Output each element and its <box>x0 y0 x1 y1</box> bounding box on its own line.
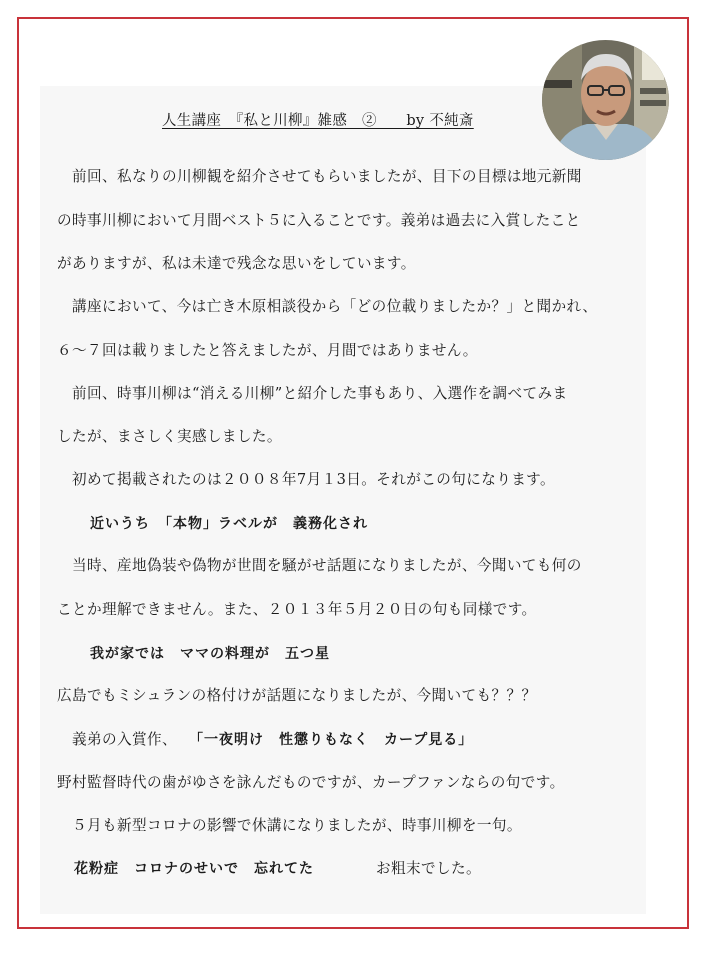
text-line: ６～７回は載りましたと答えましたが、月間ではありません。 <box>57 342 478 359</box>
text-line: ５月も新型コロナの影響で休講になりましたが、時事川柳を一句。 <box>57 817 522 834</box>
text-line: 野村監督時代の歯がゆさを詠んだものですが、カープファンならの句です。 <box>57 774 565 791</box>
text-line: したが、まさしく実感しました。 <box>57 428 282 445</box>
text-line: 前回、時事川柳は“消える川柳”と紹介した事もあり、入選作を調べてみま <box>57 385 568 402</box>
closing-remark: お粗末でした。 <box>376 860 481 877</box>
text-line: 講座において、今は亡き木原相談役から「どの位載りましたか？」と聞かれ、 <box>57 298 598 315</box>
senryu-poem-4: 花粉症 コロナのせいで 忘れてた <box>74 861 314 877</box>
text-line: の時事川柳において月間ベスト５に入ることです。義弟は過去に入賞したこと <box>57 212 581 229</box>
text-line: 初めて掲載されたのは２００８年7月１3日。それがこの句になります。 <box>57 471 556 488</box>
senryu-poem-1: 近いうち 「本物」ラベルが 義務化され <box>90 516 368 532</box>
senryu-poem-2: 我が家では ママの料理が 五つ星 <box>90 646 330 662</box>
text-line: ことか理解できません。また、２０１３年５月２０日の句も同様です。 <box>57 601 537 618</box>
text-line: 前回、私なりの川柳観を紹介させてもらいましたが、目下の目標は地元新聞 <box>57 168 582 185</box>
text-line: がありますが、私は未達で残念な思いをしています。 <box>57 255 416 272</box>
document-title: 人生講座 『私と川柳』雑感 ② by 不純斎 <box>162 113 474 129</box>
author-portrait-photo <box>542 40 669 160</box>
senryu-poem-3: 「一夜明け 性懲りもなく カープ見る」 <box>189 732 474 748</box>
text-line: 広島でもミシュランの格付けが話題になりましたが、今聞いても？？？ <box>57 687 537 704</box>
text-line: 義弟の入賞作、 <box>57 731 177 748</box>
text-line: 当時、産地偽装や偽物が世間を騒がせ話題になりましたが、今聞いても何の <box>57 557 582 574</box>
